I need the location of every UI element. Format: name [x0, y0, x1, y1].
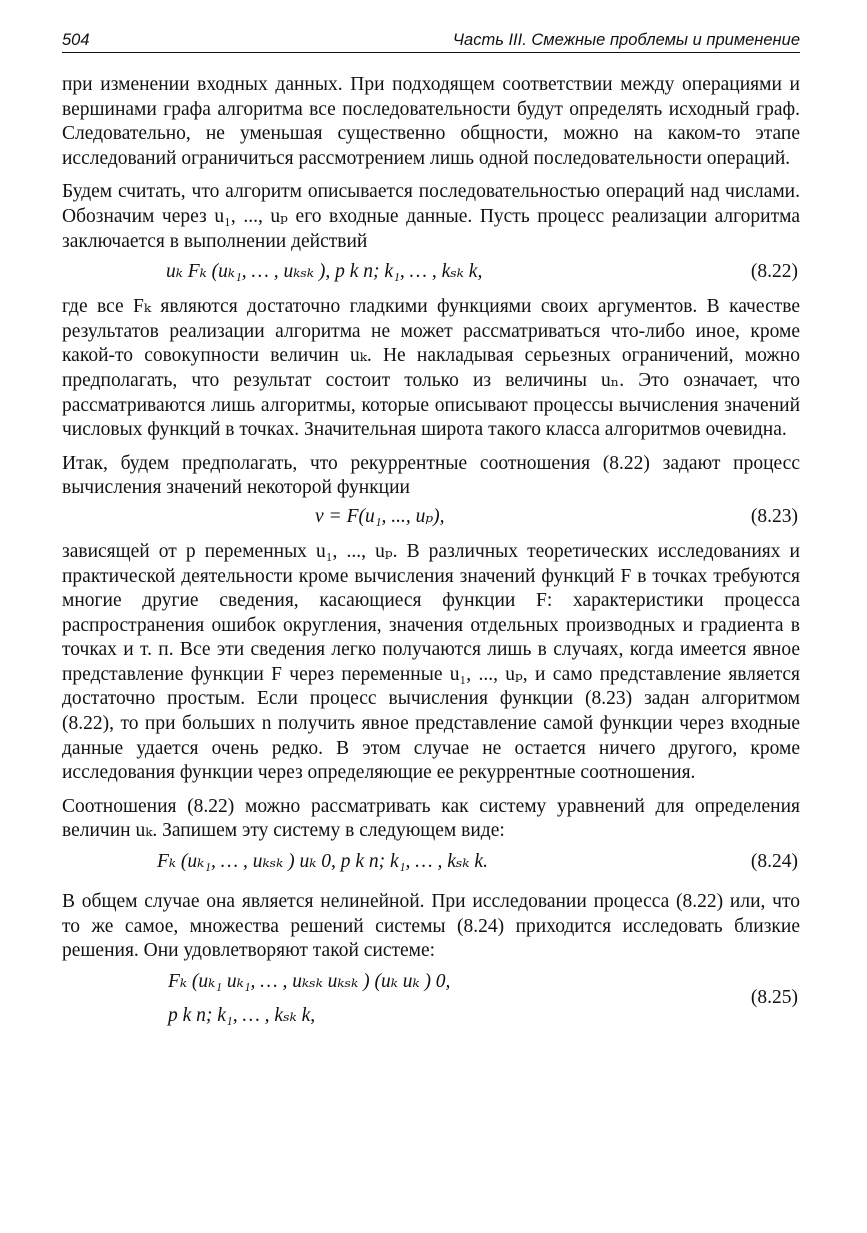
page-body	[62, 73, 800, 1053]
equation-8-25-line-1: Fₖ (uₖ₁ uₖ₁, … , uₖₛₖ uₖₛₖ ) (uₖ uₖ ) 0,	[168, 970, 451, 992]
equation-8-22	[62, 260, 800, 286]
paragraph-7: В общем случае она является нелинейной. При исследовании процесса (8.22) или, что то же самое, множества решений системы (8.24) приходится исследовать близкие решения. Они удовлетворяют такой системе:	[62, 891, 800, 962]
paragraph-3: где все Fₖ являются достаточно гладкими функциями своих аргументов. В качестве результатов реализации алгоритма не может рассматриваться что-либо иное, кроме какой-то совокупности величин uₖ. Не накладывая серьезных ограничений, можно предполагать, что результат состоит только из величины uₙ. Это означает, что рассматриваются лишь алгоритмы, которые описывают процессы вычисления значений числовых функций в точках. Значительная широта такого класса алгоритмов очевидна.	[62, 296, 800, 441]
paragraph-1: при изменении входных данных. При подходящем соответствии между операциями и вершинами графа алгоритма все последовательности будут определять исходный граф. Следовательно, не уменьшая существенно общности, можно на каком-то этапе исследований ограничиться рассмотрением лишь одной последовательности операций.	[62, 74, 800, 169]
running-header	[62, 30, 800, 53]
paragraph-4: Итак, будем предполагать, что рекуррентные соотношения (8.22) задают процесс вычисления значений некоторой функции	[62, 452, 800, 499]
equation-8-24-number: (8.24)	[750, 851, 798, 873]
equation-8-22-number: (8.22)	[750, 261, 798, 283]
equation-8-24	[62, 850, 800, 876]
equation-8-22-expression: uₖ Fₖ (uₖ₁, … , uₖₛₖ ), p k n; k₁, … , kₛₖ k,	[166, 261, 483, 283]
equation-8-23-number: (8.23)	[750, 505, 798, 527]
paragraph-6: Соотношения (8.22) можно рассматривать как систему уравнений для определения величин uₖ. Запишем эту систему в следующем виде:	[62, 795, 800, 842]
equation-8-25-line-2: p k n; k₁, … , kₛₖ k,	[168, 1004, 316, 1026]
page-number: 504	[62, 31, 90, 49]
paragraph-2: Будем считать, что алгоритм описывается последовательностью операций над числами. Обозначим через u₁, ..., uₚ его входные данные. Пусть процесс реализации алгоритма заключается в выполнении действий	[62, 181, 800, 252]
equation-8-23	[62, 505, 800, 531]
equation-8-23-expression: v = F(u₁, ..., uₚ),	[315, 505, 445, 527]
paragraph-5: зависящей от p переменных u₁, ..., uₚ. В различных теоретических исследованиях и практической деятельности кроме вычисления значений функций F в точках требуются многие другие сведения, касающиеся функции F: характеристики процесса распространения ошибок округления, значения отдельных производных и градиента в точках и т. п. Все эти сведения легко получаются лишь в случаях, когда имеется явное представление функции F через переменные u₁, ..., uₚ, и само представление является достаточно простым. Если процесс вычисления функции (8.23) задан алгоритмом (8.22), то при больших n получить явное представление самой функции через входные данные удается очень редко. В этом случае не остается ничего другого, кроме исследования функции через определяющие ее рекуррентные соотношения.	[62, 540, 800, 784]
equation-8-25	[62, 968, 800, 1044]
running-title: Часть III. Смежные проблемы и применение	[452, 31, 800, 49]
equation-8-24-expression: Fₖ (uₖ₁, … , uₖₛₖ ) uₖ 0, p k n; k₁, … , kₛₖ k.	[157, 851, 488, 873]
equation-8-25-number: (8.25)	[750, 986, 798, 1008]
